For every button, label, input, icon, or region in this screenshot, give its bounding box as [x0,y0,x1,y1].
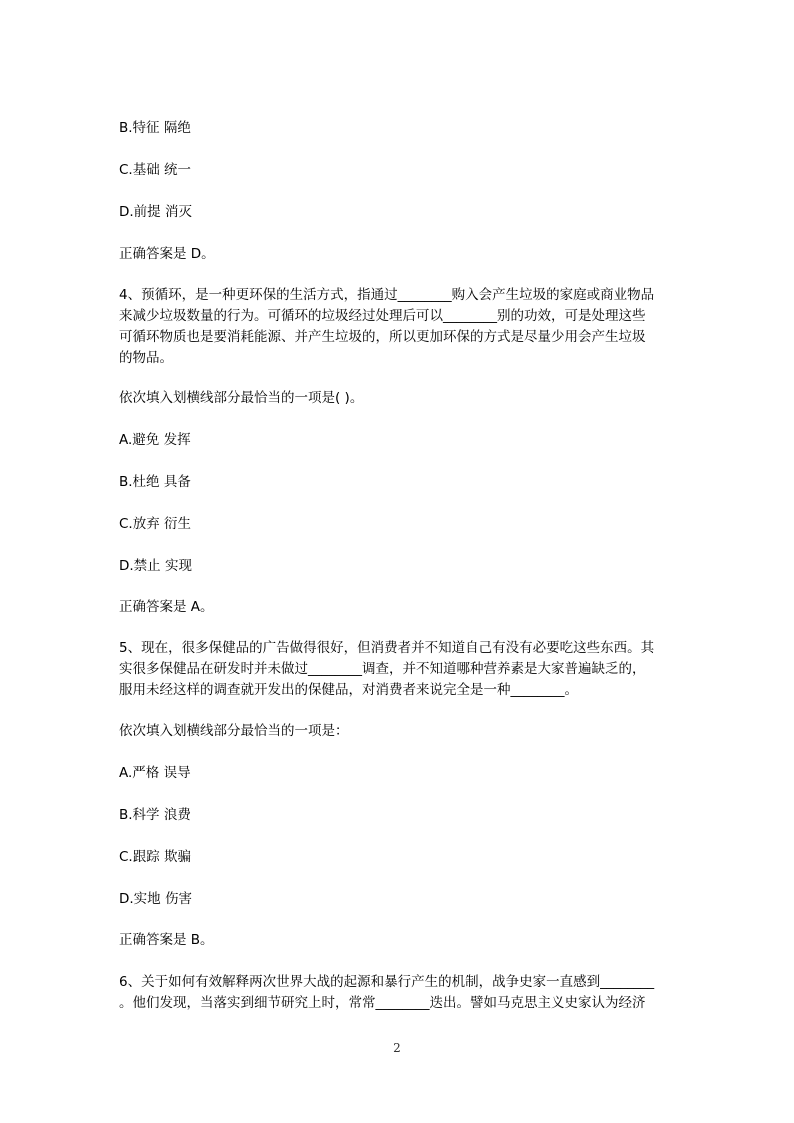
q4-option-d: D.禁止 实现 [119,558,192,574]
q5-stem-line: 实很多保健品在研发时并未做过________调查，并不知道哪种营养素是大家普遍缺乏的， [119,661,646,677]
q4-stem-line: 可循环物质也是要消耗能源、并产生垃圾的，所以更加环保的方式是尽量少用会产生垃圾 [119,329,646,345]
q3-answer: 正确答案是 D。 [119,246,215,262]
q5-answer: 正确答案是 B。 [119,932,214,948]
q4-stem-line: 4、预循环，是一种更环保的生活方式，指通过________购入会产生垃圾的家庭或商业物品 [119,287,655,303]
q4-stem [119,285,679,369]
q5-option-a: A.严格 误导 [119,765,191,781]
q4-option-b: B.杜绝 具备 [119,474,191,490]
q5-stem-line: 5、现在，很多保健品的广告做得很好，但消费者并不知道自己有没有必要吃这些东西。其 [119,640,655,656]
q4-stem-line: 的物品。 [119,350,173,366]
q5-stem-line: 服用未经这样的调查就开发出的保健品，对消费者来说完全是一种________。 [119,682,578,698]
q5-option-b: B.科学 浪费 [119,807,191,823]
q5-option-d: D.实地 伤害 [119,891,192,907]
page-number: 2 [393,1041,401,1055]
q3-option-c: C.基础 统一 [119,162,192,178]
q4-answer: 正确答案是 A。 [119,599,214,615]
q6-stem [119,972,679,1014]
q3-option-d: D.前提 消灭 [119,204,192,220]
q5-stem [119,638,679,701]
q4-option-c: C.放弃 衍生 [119,516,192,532]
q5-instruction: 依次填入划横线部分最恰当的一项是： [119,723,349,739]
q4-stem-line: 来减少垃圾数量的行为。可循环的垃圾经过处理后可以________别的功效，可是处理这些 [119,308,646,324]
q6-stem-line: 6、关于如何有效解释两次世界大战的起源和暴行产生的机制，战争史家一直感到________ [119,974,655,990]
q4-option-a: A.避免 发挥 [119,432,191,448]
q5-option-c: C.跟踪 欺骗 [119,849,192,865]
q4-instruction: 依次填入划横线部分最恰当的一项是( )。 [119,390,364,406]
q3-option-b: B.特征 隔绝 [119,120,191,136]
q6-stem-line: 。他们发现，当落实到细节研究上时，常常________迭出。譬如马克思主义史家认为经济 [119,995,646,1011]
